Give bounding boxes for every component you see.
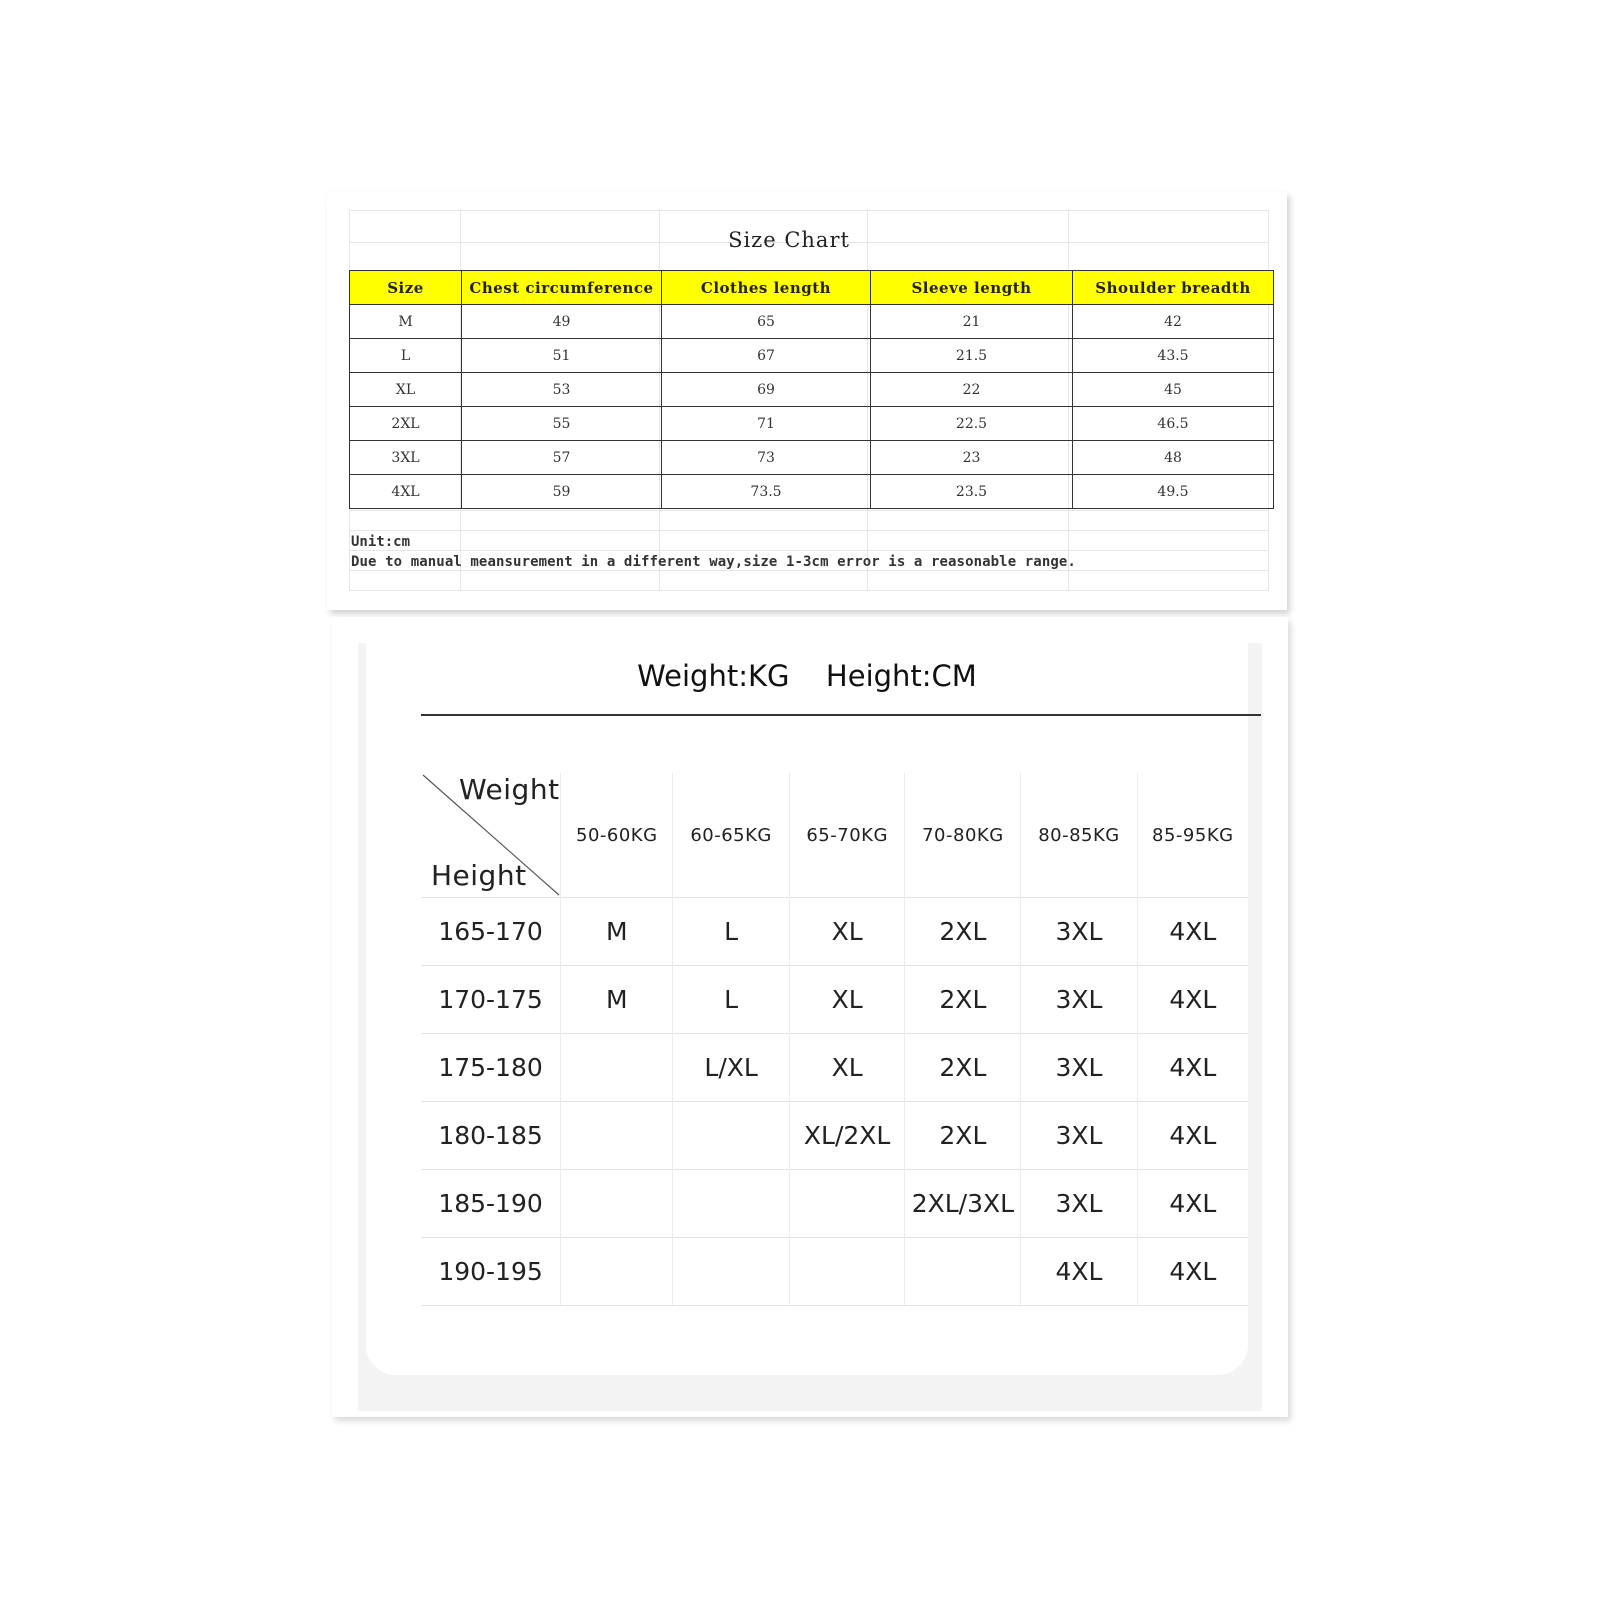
recommended-size-cell	[789, 1238, 905, 1306]
size-row	[350, 407, 1274, 441]
recommended-size-cell: 4XL	[1137, 1170, 1248, 1238]
size-row	[350, 339, 1274, 373]
corner-height-label: Height	[431, 859, 527, 892]
corner-weight-label: Weight	[459, 773, 560, 806]
measurement-cell: 43.5	[1073, 339, 1274, 373]
corner-cell	[421, 773, 561, 898]
height-range-label: 170-175	[421, 966, 561, 1034]
measurement-cell: 21	[871, 305, 1073, 339]
grid-line	[349, 590, 1269, 591]
recommended-size-cell: L	[673, 898, 789, 966]
height-row	[421, 1238, 1248, 1306]
measurement-cell: 49	[462, 305, 662, 339]
height-range-label: 185-190	[421, 1170, 561, 1238]
recommended-size-cell	[673, 1238, 789, 1306]
recommended-size-cell	[561, 1170, 673, 1238]
size-cell: 2XL	[350, 407, 462, 441]
size-cell: 4XL	[350, 475, 462, 509]
units-title	[366, 659, 1248, 693]
recommended-size-cell	[673, 1102, 789, 1170]
recommended-size-cell: 2XL	[905, 1034, 1021, 1102]
size-row	[350, 305, 1274, 339]
measurement-cell: 23.5	[871, 475, 1073, 509]
size-cell: XL	[350, 373, 462, 407]
recommended-size-cell: 4XL	[1137, 1238, 1248, 1306]
grid-line	[349, 210, 1269, 211]
size-row	[350, 441, 1274, 475]
size-chart-table	[349, 270, 1274, 509]
recommended-size-cell: 4XL	[1137, 1034, 1248, 1102]
height-row	[421, 1102, 1248, 1170]
measurement-cell: 53	[462, 373, 662, 407]
weight-header-row	[421, 773, 1248, 898]
size-cell: 3XL	[350, 441, 462, 475]
measurement-cell: 67	[662, 339, 871, 373]
measurement-cell: 73.5	[662, 475, 871, 509]
weight-range-header: 65-70KG	[789, 773, 905, 898]
weight-range-header: 85-95KG	[1152, 824, 1234, 846]
measurement-cell: 57	[462, 441, 662, 475]
measurement-cell: 65	[662, 305, 871, 339]
recommended-size-cell: 4XL	[1021, 1238, 1137, 1306]
recommended-size-cell: 3XL	[1021, 1034, 1137, 1102]
size-chart-header-row	[350, 271, 1274, 305]
height-unit-label: Height:CM	[825, 659, 977, 693]
size-chart-title: Size Chart	[728, 228, 850, 252]
height-range-label: 190-195	[421, 1238, 561, 1306]
size-cell: M	[350, 305, 462, 339]
recommended-size-cell: 3XL	[1021, 966, 1137, 1034]
height-row	[421, 1034, 1248, 1102]
recommended-size-cell: XL	[789, 1034, 905, 1102]
recommended-size-cell	[789, 1170, 905, 1238]
size-cell: L	[350, 339, 462, 373]
recommended-size-cell: M	[561, 966, 673, 1034]
recommended-size-cell	[673, 1170, 789, 1238]
recommended-size-cell: 2XL	[905, 1102, 1021, 1170]
recommended-size-cell	[561, 1034, 673, 1102]
measurement-cell: 71	[662, 407, 871, 441]
grid-line	[349, 570, 1269, 571]
weight-range-header: 80-85KG	[1021, 773, 1137, 898]
header-clothes-length: Clothes length	[662, 271, 871, 305]
recommended-size-cell: M	[561, 898, 673, 966]
size-row	[350, 373, 1274, 407]
grid-line	[349, 530, 1269, 531]
measurement-cell: 51	[462, 339, 662, 373]
weight-range-header: 60-65KG	[673, 773, 789, 898]
measurement-cell: 48	[1073, 441, 1274, 475]
grid-line	[349, 510, 1269, 511]
recommended-size-cell: XL	[789, 898, 905, 966]
measurement-cell: 55	[462, 407, 662, 441]
height-range-label: 175-180	[421, 1034, 561, 1102]
recommended-size-cell: 4XL	[1137, 898, 1248, 966]
recommended-size-cell: 3XL	[1021, 898, 1137, 966]
height-row	[421, 966, 1248, 1034]
measurement-cell: 69	[662, 373, 871, 407]
header-sleeve-length: Sleeve length	[871, 271, 1073, 305]
size-recommendation-table	[421, 773, 1248, 1306]
recommended-size-cell: 3XL	[1021, 1170, 1137, 1238]
measurement-cell: 73	[662, 441, 871, 475]
header-chest: Chest circumference	[462, 271, 662, 305]
recommended-size-cell: 3XL	[1021, 1102, 1137, 1170]
measurement-cell: 23	[871, 441, 1073, 475]
recommended-size-cell: L	[673, 966, 789, 1034]
recommended-size-cell	[561, 1102, 673, 1170]
recommended-size-cell: 2XL/3XL	[905, 1170, 1021, 1238]
weight-height-panel	[366, 627, 1248, 1375]
size-chart-card	[327, 192, 1287, 610]
recommended-size-cell: XL	[789, 966, 905, 1034]
height-range-label: 180-185	[421, 1102, 561, 1170]
height-range-label: 165-170	[421, 898, 561, 966]
recommended-size-cell	[905, 1238, 1021, 1306]
recommended-size-cell: L/XL	[673, 1034, 789, 1102]
grid-line	[349, 550, 1269, 551]
measurement-cell: 42	[1073, 305, 1274, 339]
measurement-cell: 21.5	[871, 339, 1073, 373]
unit-note: Unit:cm	[351, 534, 411, 550]
recommended-size-cell: 4XL	[1137, 966, 1248, 1034]
measurement-cell: 46.5	[1073, 407, 1274, 441]
size-row	[350, 475, 1274, 509]
measurement-cell: 59	[462, 475, 662, 509]
measurement-cell: 22	[871, 373, 1073, 407]
measurement-cell: 22.5	[871, 407, 1073, 441]
recommended-size-cell	[561, 1238, 673, 1306]
height-row	[421, 898, 1248, 966]
weight-unit-label: Weight:KG	[637, 659, 790, 693]
measurement-cell: 45	[1073, 373, 1274, 407]
recommended-size-cell: XL/2XL	[789, 1102, 905, 1170]
weight-height-card	[332, 617, 1288, 1417]
weight-range-header: 50-60KG	[561, 773, 673, 898]
recommended-size-cell: 4XL	[1137, 1102, 1248, 1170]
recommended-size-cell: 2XL	[905, 966, 1021, 1034]
recommended-size-cell: 2XL	[905, 898, 1021, 966]
weight-range-header: 70-80KG	[905, 773, 1021, 898]
title-divider	[421, 714, 1261, 716]
height-row	[421, 1170, 1248, 1238]
measurement-note: Due to manual meansurement in a different way,size 1-3cm error is a reasonable range.	[351, 554, 1076, 570]
header-size: Size	[350, 271, 462, 305]
measurement-cell: 49.5	[1073, 475, 1274, 509]
header-shoulder-breadth: Shoulder breadth	[1073, 271, 1274, 305]
